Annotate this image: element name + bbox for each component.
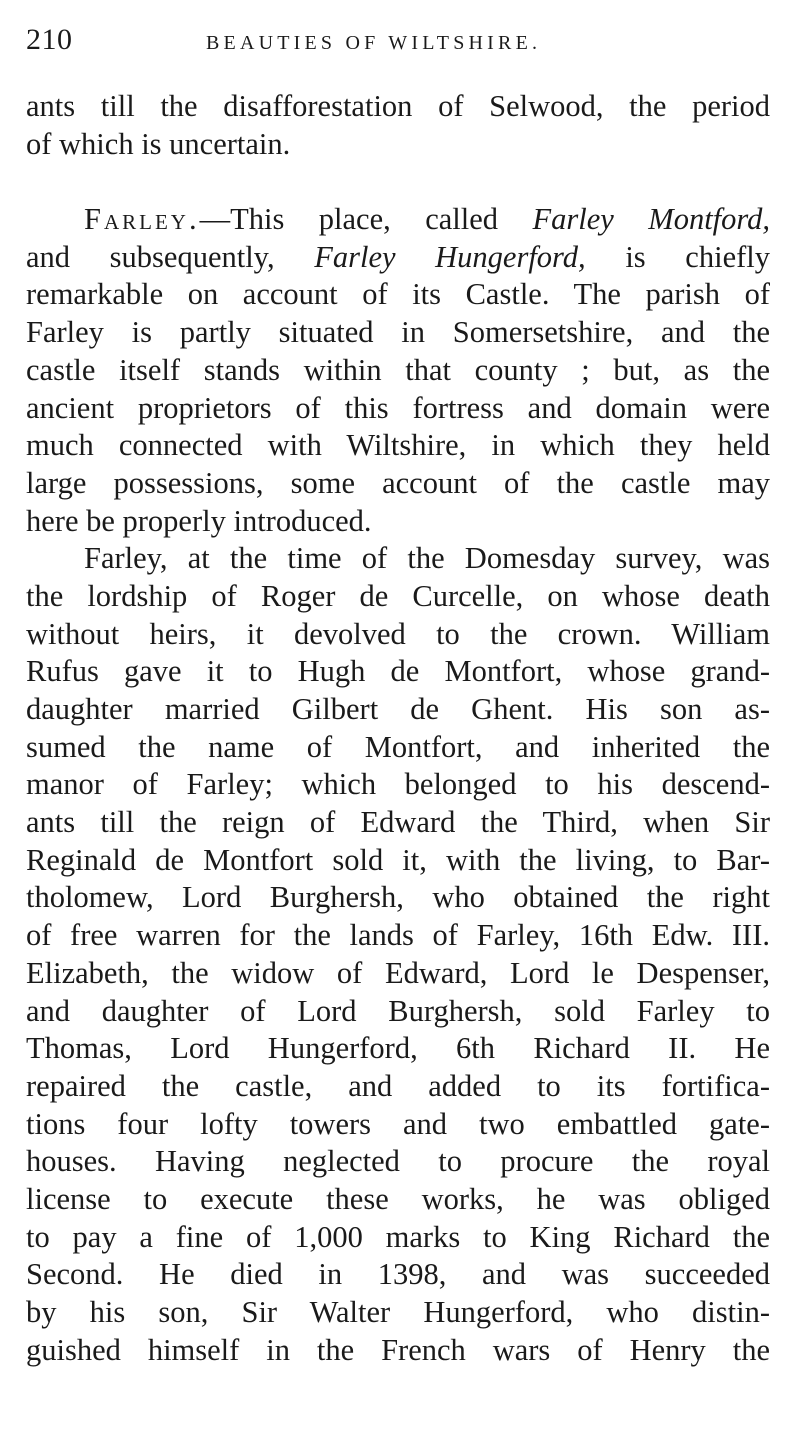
page-number: 210	[26, 23, 73, 56]
text-span: —This place, called	[199, 202, 533, 237]
text-line: tholomew, Lord Burghersh, who obtained the right	[26, 880, 770, 915]
body-text	[26, 88, 770, 1369]
text-line: manor of Farley; which belonged to his descend-	[26, 767, 770, 802]
text-line: license to execute these works, he was obliged	[26, 1181, 770, 1216]
text-line: of which is uncertain.	[26, 126, 291, 161]
text-line: without heirs, it devolved to the crown. William	[26, 616, 770, 651]
text-line: castle itself stands within that county ; but, as the	[26, 352, 770, 387]
text-line: ants till the disafforestation of Selwood, the period	[26, 89, 770, 123]
text-line: sumed the name of Montfort, and inherited the	[26, 729, 770, 764]
text-line: remarkable on account of its Castle. The parish of	[26, 277, 770, 312]
text-line: here be properly introduced.	[26, 503, 372, 538]
text-line	[26, 239, 770, 277]
text-line: Rufus gave it to Hugh de Montfort, whose grand-	[26, 654, 770, 689]
running-head: BEAUTIES OF WILTSHIRE.	[206, 32, 542, 54]
text-line: Reginald de Montfort sold it, with the living, to Bar-	[26, 842, 770, 877]
text-line: ancient proprietors of this fortress and domain were	[26, 390, 770, 425]
text-span: is chiefly	[585, 239, 770, 274]
book-page	[26, 18, 770, 1369]
text-line: houses. Having neglected to procure the royal	[26, 1144, 770, 1179]
paragraph-gap	[26, 163, 770, 201]
text-line: by his son, Sir Walter Hungerford, who distin-	[26, 1295, 770, 1329]
text-line: large possessions, some account of the castle may	[26, 465, 770, 500]
italic-place-name: Farley Montford,	[532, 202, 770, 237]
text-line: the lordship of Roger de Curcelle, on whose death	[26, 578, 770, 613]
italic-place-name: Farley Hungerford,	[314, 239, 586, 274]
text-line: and daughter of Lord Burghersh, sold Farley to	[26, 993, 770, 1028]
text-line: tions four lofty towers and two embattled gate-	[26, 1106, 770, 1141]
text-line: Farley, at the time of the Domesday survey, was	[84, 541, 770, 576]
text-line	[26, 201, 770, 239]
text-line: Elizabeth, the widow of Edward, Lord le Despenser,	[26, 955, 770, 990]
section-lead-word: Farley.	[84, 202, 200, 237]
text-line: Farley is partly situated in Somersetshire, and the	[26, 315, 770, 350]
text-line: much connected with Wiltshire, in which they held	[26, 428, 770, 463]
text-span: and subsequently,	[26, 239, 315, 274]
text-line: to pay a fine of 1,000 marks to King Richard the	[26, 1219, 770, 1254]
text-line: Second. He died in 1398, and was succeeded	[26, 1257, 770, 1292]
text-line: Thomas, Lord Hungerford, 6th Richard II. He	[26, 1031, 770, 1066]
text-line: guished himself in the French wars of Henry the	[26, 1332, 770, 1367]
text-line: repaired the castle, and added to its fortifica-	[26, 1068, 770, 1103]
text-line: ants till the reign of Edward the Third, when Sir	[26, 805, 770, 840]
text-line: daughter married Gilbert de Ghent. His son as-	[26, 692, 770, 726]
text-line: of free warren for the lands of Farley, 16th Edw. III.	[26, 918, 770, 953]
page-header	[26, 18, 770, 62]
